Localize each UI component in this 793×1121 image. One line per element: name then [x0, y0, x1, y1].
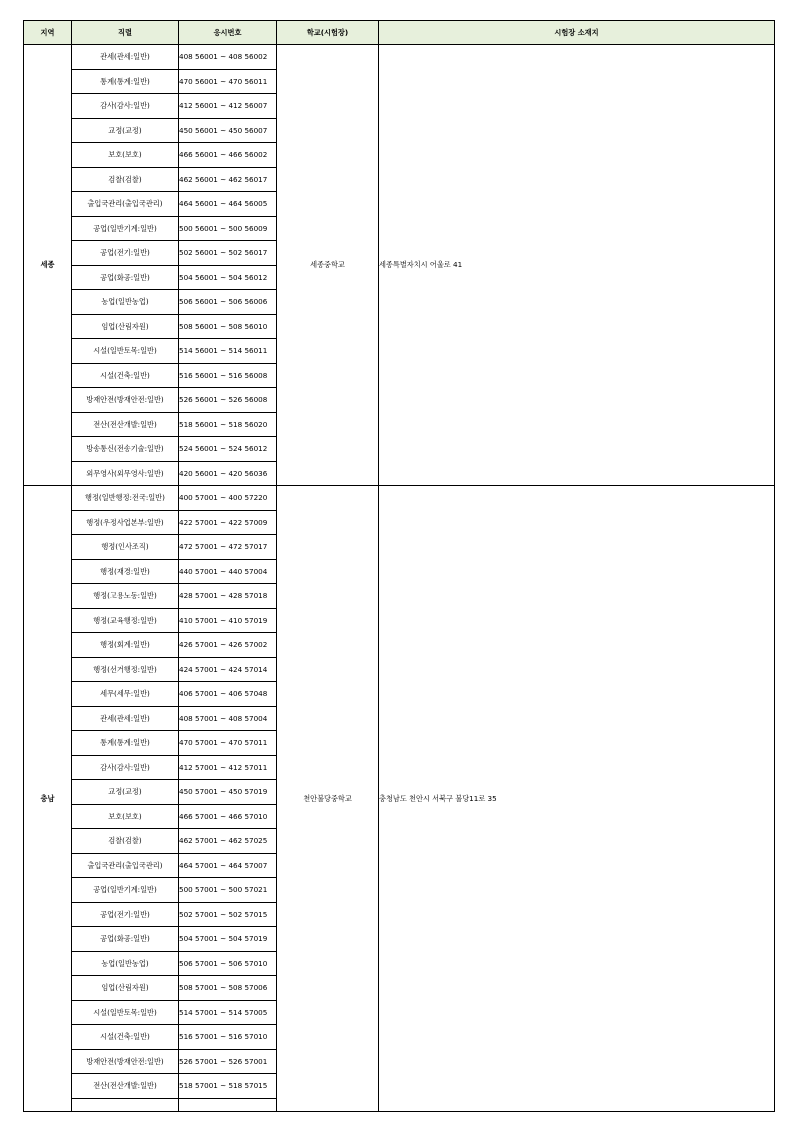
job-cell: 관세(관세:일반): [72, 45, 179, 70]
table-row: [24, 45, 775, 70]
job-cell: 세무(세무:일반): [72, 682, 179, 707]
exam-number-cell: 472 57001 ~ 472 57017: [179, 535, 277, 560]
exam-number-cell: 526 56001 ~ 526 56008: [179, 388, 277, 413]
exam-number-cell: 506 56001 ~ 506 56006: [179, 290, 277, 315]
header-row: [24, 21, 775, 45]
job-cell: 공업(일반기계:일반): [72, 878, 179, 903]
job-cell: 검찰(검찰): [72, 167, 179, 192]
job-cell: 행정(우정사업본부:일반): [72, 510, 179, 535]
exam-number-cell: 412 57001 ~ 412 57011: [179, 755, 277, 780]
exam-number-cell: 462 57001 ~ 462 57025: [179, 829, 277, 854]
exam-number-cell: 506 57001 ~ 506 57010: [179, 951, 277, 976]
table-row: [24, 486, 775, 511]
job-cell: 방송통신(전송기술:일반): [72, 437, 179, 462]
job-cell: 보호(보호): [72, 143, 179, 168]
job-cell: 시설(일반토목:일반): [72, 339, 179, 364]
job-cell: 행정(일반행정:전국:일반): [72, 486, 179, 511]
header-job: 직렬: [72, 21, 179, 45]
job-cell: 행정(고용노동:일반): [72, 584, 179, 609]
exam-number-cell: 408 56001 ~ 408 56002: [179, 45, 277, 70]
exam-number-cell: 406 57001 ~ 406 57048: [179, 682, 277, 707]
job-cell: 농업(일반농업): [72, 951, 179, 976]
job-cell: 행정(교육행정:일반): [72, 608, 179, 633]
job-cell: 행정(인사조직): [72, 535, 179, 560]
address-cell: 충청남도 천안시 서북구 불당11로 35: [379, 486, 775, 1112]
exam-number-cell: 516 56001 ~ 516 56008: [179, 363, 277, 388]
job-cell: 행정(재경:일반): [72, 559, 179, 584]
address-cell: 세종특별자치시 어울로 41: [379, 45, 775, 486]
region-cell: 충남: [24, 486, 72, 1112]
header-exam-number: 응시번호: [179, 21, 277, 45]
job-cell: 보호(보호): [72, 804, 179, 829]
region-cell: 세종: [24, 45, 72, 486]
job-cell: 관세(관세:일반): [72, 706, 179, 731]
job-cell: 공업(화공:일반): [72, 265, 179, 290]
school-cell: 천안불당중학교: [277, 486, 379, 1112]
job-cell: 시설(건축:일반): [72, 1025, 179, 1050]
exam-number-cell: 410 57001 ~ 410 57019: [179, 608, 277, 633]
job-cell: 출입국관리(출입국관리): [72, 853, 179, 878]
job-cell: 출입국관리(출입국관리): [72, 192, 179, 217]
table-body: [24, 45, 775, 1112]
exam-number-cell: 440 57001 ~ 440 57004: [179, 559, 277, 584]
exam-number-cell: 408 57001 ~ 408 57004: [179, 706, 277, 731]
continuation-cell: [72, 1098, 179, 1111]
exam-number-cell: 420 56001 ~ 420 56036: [179, 461, 277, 486]
exam-number-cell: 508 56001 ~ 508 56010: [179, 314, 277, 339]
job-cell: 시설(건축:일반): [72, 363, 179, 388]
exam-number-cell: 502 57001 ~ 502 57015: [179, 902, 277, 927]
job-cell: 검찰(검찰): [72, 829, 179, 854]
job-cell: 시설(일반토목:일반): [72, 1000, 179, 1025]
exam-number-cell: 426 57001 ~ 426 57002: [179, 633, 277, 658]
exam-number-cell: 462 56001 ~ 462 56017: [179, 167, 277, 192]
job-cell: 임업(산림자원): [72, 976, 179, 1001]
job-cell: 감사(감사:일반): [72, 755, 179, 780]
exam-number-cell: 500 56001 ~ 500 56009: [179, 216, 277, 241]
exam-number-cell: 466 56001 ~ 466 56002: [179, 143, 277, 168]
job-cell: 전산(전산개발:일반): [72, 1074, 179, 1099]
continuation-cell: [179, 1098, 277, 1111]
job-cell: 전산(전산개발:일반): [72, 412, 179, 437]
exam-number-cell: 412 56001 ~ 412 56007: [179, 94, 277, 119]
exam-number-cell: 508 57001 ~ 508 57006: [179, 976, 277, 1001]
job-cell: 통계(통계:일반): [72, 69, 179, 94]
header-region: 지역: [24, 21, 72, 45]
exam-number-cell: 400 57001 ~ 400 57220: [179, 486, 277, 511]
exam-number-cell: 450 57001 ~ 450 57019: [179, 780, 277, 805]
exam-number-cell: 516 57001 ~ 516 57010: [179, 1025, 277, 1050]
job-cell: 교정(교정): [72, 780, 179, 805]
job-cell: 방재안전(방재안전:일반): [72, 1049, 179, 1074]
exam-number-cell: 518 57001 ~ 518 57015: [179, 1074, 277, 1099]
exam-number-cell: 450 56001 ~ 450 56007: [179, 118, 277, 143]
job-cell: 공업(전기:일반): [72, 902, 179, 927]
exam-number-cell: 526 57001 ~ 526 57001: [179, 1049, 277, 1074]
exam-number-cell: 502 56001 ~ 502 56017: [179, 241, 277, 266]
exam-number-cell: 470 57001 ~ 470 57011: [179, 731, 277, 756]
exam-number-cell: 464 56001 ~ 464 56005: [179, 192, 277, 217]
exam-venue-table: [23, 20, 775, 1112]
exam-number-cell: 422 57001 ~ 422 57009: [179, 510, 277, 535]
job-cell: 행정(선거행정:일반): [72, 657, 179, 682]
exam-number-cell: 504 56001 ~ 504 56012: [179, 265, 277, 290]
job-cell: 교정(교정): [72, 118, 179, 143]
exam-number-cell: 524 56001 ~ 524 56012: [179, 437, 277, 462]
header-address: 시험장 소재지: [379, 21, 775, 45]
job-cell: 외무영사(외무영사:일반): [72, 461, 179, 486]
exam-number-cell: 466 57001 ~ 466 57010: [179, 804, 277, 829]
exam-number-cell: 424 57001 ~ 424 57014: [179, 657, 277, 682]
school-cell: 세종중학교: [277, 45, 379, 486]
job-cell: 임업(산림자원): [72, 314, 179, 339]
header-school: 학교(시험장): [277, 21, 379, 45]
exam-number-cell: 470 56001 ~ 470 56011: [179, 69, 277, 94]
exam-number-cell: 504 57001 ~ 504 57019: [179, 927, 277, 952]
exam-number-cell: 428 57001 ~ 428 57018: [179, 584, 277, 609]
job-cell: 공업(전기:일반): [72, 241, 179, 266]
job-cell: 공업(일반기계:일반): [72, 216, 179, 241]
exam-number-cell: 500 57001 ~ 500 57021: [179, 878, 277, 903]
job-cell: 농업(일반농업): [72, 290, 179, 315]
exam-number-cell: 464 57001 ~ 464 57007: [179, 853, 277, 878]
job-cell: 방재안전(방재안전:일반): [72, 388, 179, 413]
job-cell: 행정(회계:일반): [72, 633, 179, 658]
exam-number-cell: 514 57001 ~ 514 57005: [179, 1000, 277, 1025]
job-cell: 통계(통계:일반): [72, 731, 179, 756]
job-cell: 감사(감사:일반): [72, 94, 179, 119]
job-cell: 공업(화공:일반): [72, 927, 179, 952]
exam-number-cell: 514 56001 ~ 514 56011: [179, 339, 277, 364]
exam-number-cell: 518 56001 ~ 518 56020: [179, 412, 277, 437]
